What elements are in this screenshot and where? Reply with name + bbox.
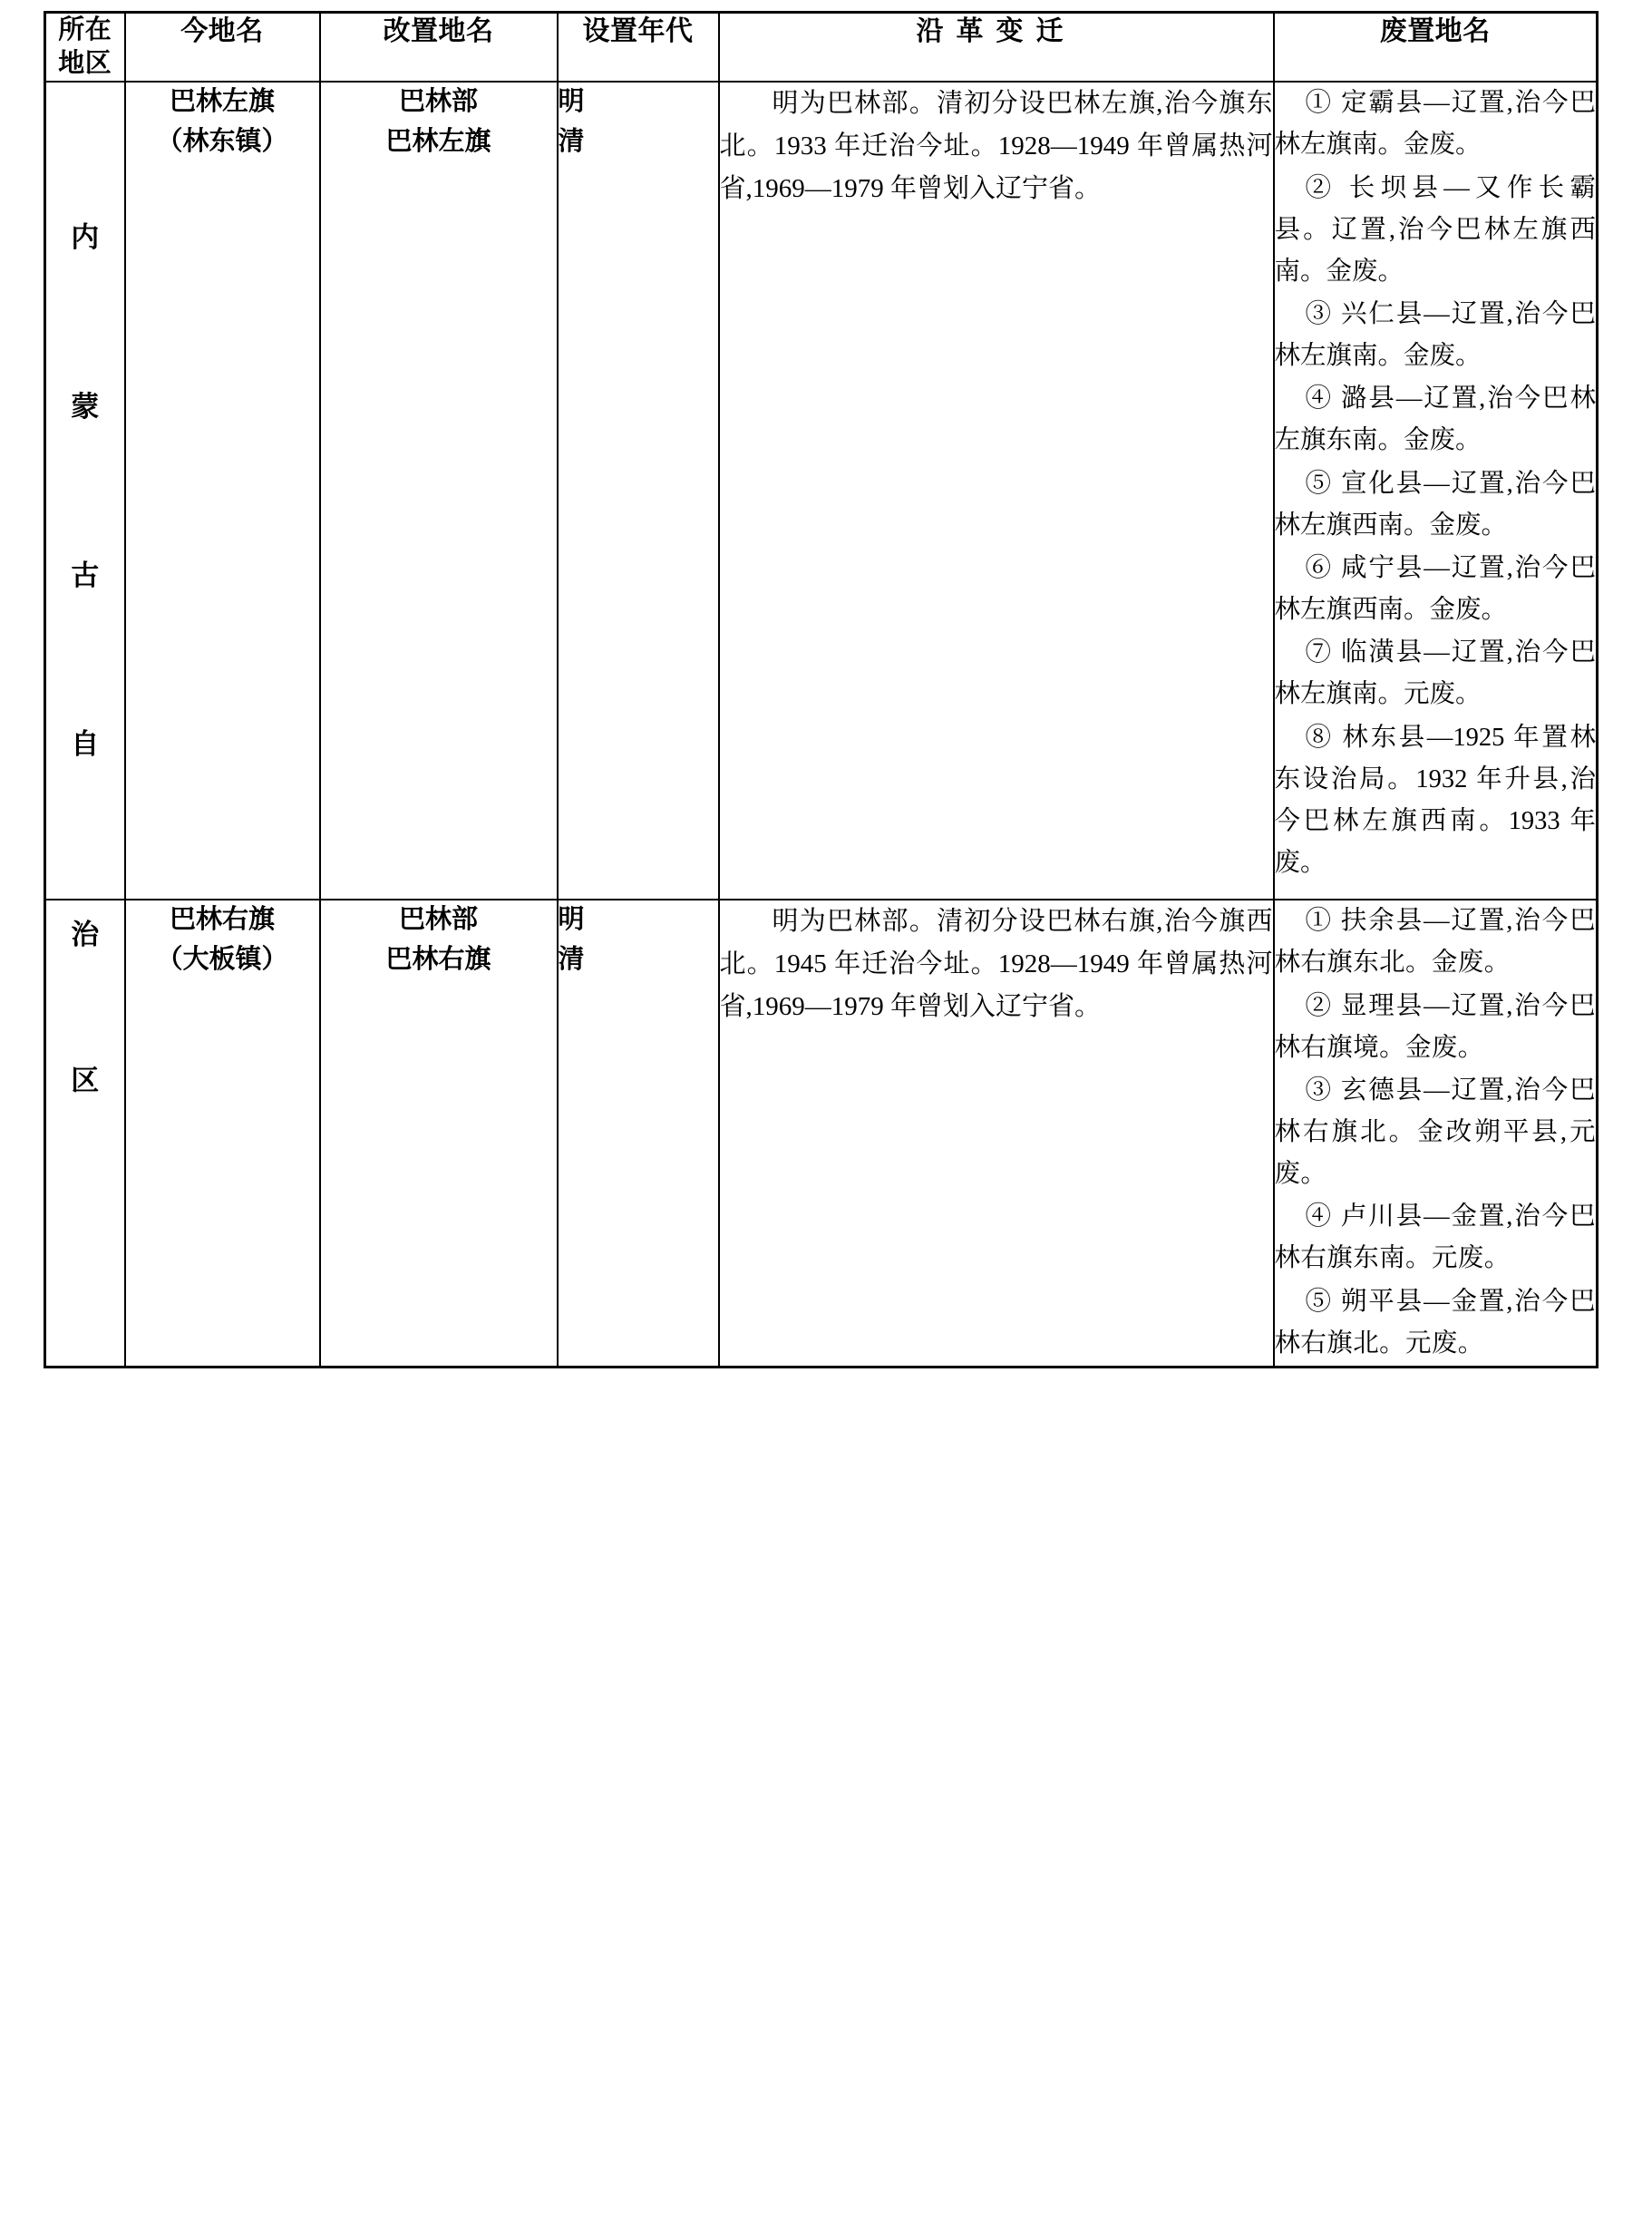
history-cell [719,82,1274,900]
current-name-cell [125,900,320,1367]
table-row [45,900,1598,1367]
column-header-former-name: 改置地名 [320,13,558,83]
column-header-current-name: 今地名 [125,13,320,83]
table-body [45,82,1598,1367]
abolished-item: ④ 卢川县—金置,治今巴林右旗东南。元废。 [1274,1202,1596,1273]
current-name-subline: （林东镇） [156,126,288,156]
abolished-item: ② 显理县—辽置,治今巴林右旗境。金废。 [1274,991,1596,1062]
abolished-item: ⑤ 朔平县—金置,治今巴林右旗北。元废。 [1274,1287,1596,1358]
abolished-item: ① 扶余县—辽置,治今巴林右旗东北。金废。 [1274,907,1596,978]
founded-era-line: 清 [558,126,585,156]
column-header-abolished-name: 废置地名 [1274,13,1598,83]
founded-era-cell [558,82,719,900]
column-header-history: 沿革变迁 [719,13,1274,83]
abolished-item: ⑦ 临潢县—辽置,治今巴林左旗南。元废。 [1274,638,1596,709]
founded-era-line: 清 [558,944,585,974]
former-name-cell [320,900,558,1367]
founded-era-cell [558,900,719,1367]
current-name-cell [125,82,320,900]
history-text: 明为巴林部。清初分设巴林右旗,治今旗西北。1945 年迁治今址。1928—1949 年曾属热河省,1969—1979 年曾划入辽宁省。 [719,907,1273,1022]
region-char: 自 [71,727,100,760]
abolished-item: ① 定霸县—辽置,治今巴林左旗南。金废。 [1274,89,1596,160]
abolished-item: ② 长坝县—又作长霸县。辽置,治今巴林左旗西南。金废。 [1274,173,1596,286]
current-name-subline: （大板镇） [156,944,288,974]
history-cell [719,900,1274,1367]
region-char: 古 [71,559,100,591]
former-name-line: 巴林部 [398,87,478,117]
region-char: 区 [71,1065,100,1097]
administrative-history-table [44,11,1599,1368]
abolished-item: ⑧ 林东县—1925 年置林东设治局。1932 年升县,治今巴林左旗西南。1933 年废。 [1274,723,1596,878]
former-name-cell [320,82,558,900]
abolished-item: ⑥ 咸宁县—辽置,治今巴林左旗西南。金废。 [1274,553,1596,625]
column-header-region-line2: 地区 [58,49,112,79]
table-header-row [45,13,1598,83]
abolished-item: ⑤ 宣化县—辽置,治今巴林左旗西南。金废。 [1274,469,1596,540]
founded-era-line: 明 [558,905,585,935]
founded-era-line: 明 [558,87,585,117]
region-label-cell-2 [45,900,125,1367]
column-header-founded-era: 设置年代 [558,13,719,83]
abolished-item: ④ 潞县—辽置,治今巴林左旗东南。金废。 [1274,384,1596,455]
current-name-line: 巴林左旗 [169,87,275,117]
table-row [45,82,1598,900]
region-char: 内 [71,221,100,254]
abolished-name-cell [1274,900,1598,1367]
column-header-region [45,13,125,83]
former-name-line: 巴林右旗 [385,944,491,974]
region-char: 治 [71,919,100,951]
table-header [45,13,1598,83]
region-label-cell-1 [45,82,125,900]
abolished-item: ③ 兴仁县—辽置,治今巴林左旗南。金废。 [1274,300,1596,371]
former-name-line: 巴林部 [398,905,478,935]
abolished-name-cell [1274,82,1598,900]
column-header-region-line1: 所在 [58,15,112,44]
former-name-line: 巴林左旗 [385,126,491,156]
history-text: 明为巴林部。清初分设巴林左旗,治今旗东北。1933 年迁治今址。1928—1949 年曾属热河省,1969—1979 年曾划入辽宁省。 [719,89,1273,204]
current-name-line: 巴林右旗 [169,905,275,935]
abolished-item: ③ 玄德县—辽置,治今巴林右旗北。金改朔平县,元废。 [1274,1076,1596,1189]
region-char: 蒙 [71,390,100,423]
